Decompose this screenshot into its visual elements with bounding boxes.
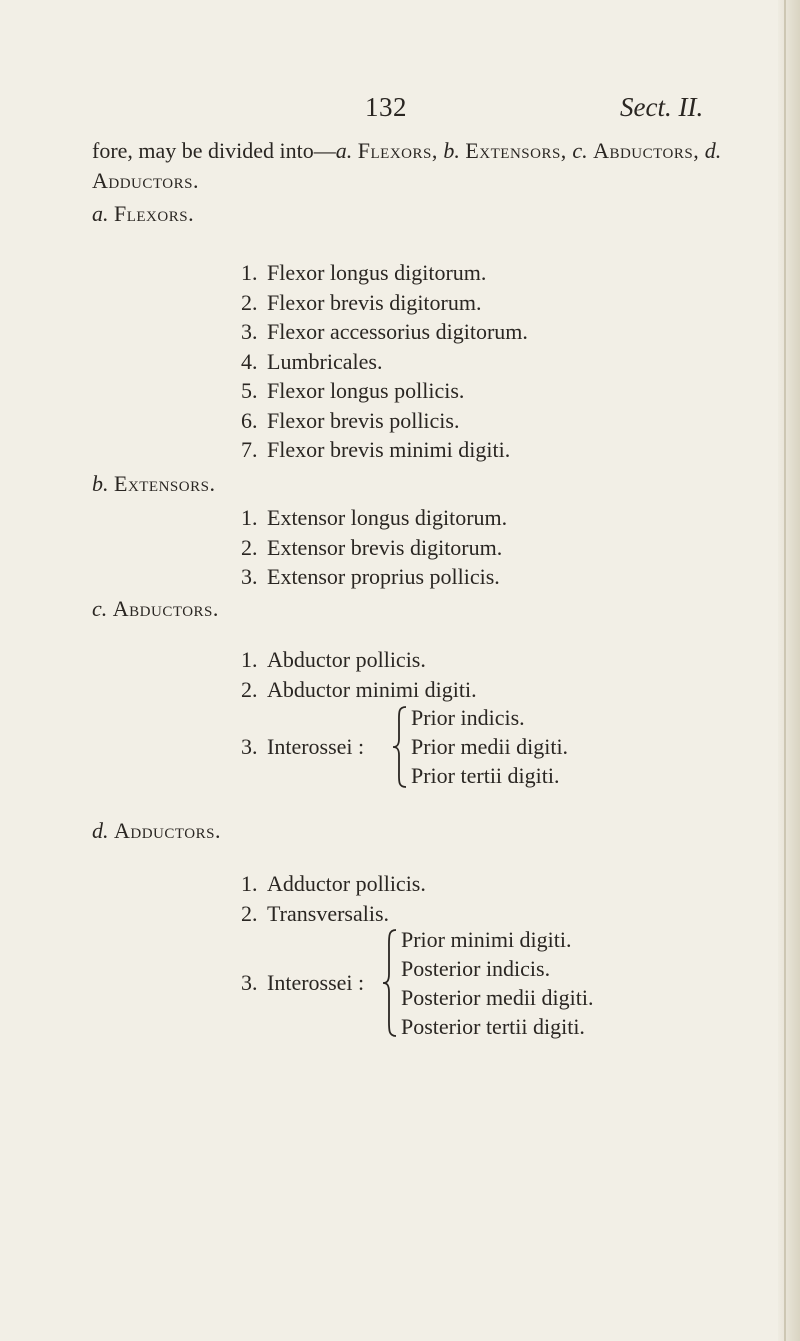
- interossei-list: [401, 925, 594, 1041]
- intro-c-letter: c.: [572, 138, 588, 163]
- section-heading-adductors: [92, 816, 221, 846]
- list-item: [241, 533, 507, 563]
- page-edge: [778, 0, 800, 1341]
- item-text: Flexor brevis digitorum.: [267, 289, 482, 315]
- running-head: Sect. II.: [620, 92, 704, 122]
- item-number: 1.: [241, 871, 258, 896]
- item-text: Flexor longus pollicis.: [267, 378, 465, 403]
- item-text: Abductor pollicis.: [267, 647, 426, 672]
- intro-paragraph: [92, 136, 772, 196]
- list-item: [241, 562, 507, 592]
- section-title: Adductors.: [114, 818, 221, 843]
- list-item: [241, 376, 528, 406]
- list-item: [241, 899, 426, 929]
- item-number: 3.: [241, 319, 258, 344]
- item-text: Transversalis.: [267, 900, 390, 926]
- section-letter: c.: [92, 596, 108, 621]
- item-number: 3.: [241, 564, 258, 589]
- item-number: 2.: [241, 900, 258, 926]
- intro-abductors: Abductors,: [593, 138, 700, 163]
- list-item: [241, 406, 528, 436]
- list-item: [241, 675, 477, 705]
- adductors-list: [241, 869, 426, 928]
- list-item: [241, 258, 528, 288]
- curly-brace-icon: [391, 705, 409, 789]
- item-number: 4.: [241, 348, 258, 374]
- item-number: 3.: [241, 734, 258, 759]
- item-number: 7.: [241, 437, 258, 462]
- interossei-label: [241, 968, 364, 997]
- item-text: Extensor longus digitorum.: [267, 505, 508, 530]
- abductors-interossei: [241, 703, 761, 793]
- section-letter: a.: [92, 201, 109, 226]
- section-letter: b.: [92, 471, 109, 496]
- interossei-label-text: Interossei :: [267, 970, 365, 995]
- section-heading-extensors: [92, 469, 215, 499]
- item-text: Abductor minimi digiti.: [267, 676, 477, 702]
- intro-adductors: Adductors.: [92, 168, 199, 193]
- section-heading-flexors: [92, 199, 194, 229]
- item-number: 1.: [241, 647, 258, 672]
- item-number: 3.: [241, 970, 258, 995]
- list-item: Posterior tertii digiti.: [401, 1014, 585, 1039]
- section-title: Flexors.: [114, 201, 195, 226]
- section-letter: d.: [92, 818, 109, 843]
- item-text: Adductor pollicis.: [267, 871, 426, 896]
- list-item: Posterior indicis.: [401, 956, 551, 981]
- item-text: Flexor brevis pollicis.: [267, 407, 460, 433]
- interossei-label: [241, 732, 364, 761]
- section-heading-abductors: [92, 594, 219, 624]
- interossei-label-text: Interossei :: [267, 734, 365, 759]
- intro-d-letter: d.: [704, 138, 722, 163]
- item-number: 2.: [241, 676, 258, 702]
- item-text: Flexor brevis minimi digiti.: [267, 437, 511, 462]
- intro-a-letter: a.: [335, 138, 353, 163]
- intro-b-letter: b.: [443, 138, 460, 163]
- list-item: Prior tertii digiti.: [411, 763, 560, 788]
- interossei-list: [411, 703, 568, 790]
- page-number: 132: [365, 92, 407, 122]
- abductors-list: [241, 645, 477, 704]
- item-text: Flexor longus digitorum.: [267, 260, 487, 285]
- item-number: 1.: [241, 260, 258, 285]
- list-item: [241, 503, 507, 533]
- item-number: 5.: [241, 378, 258, 403]
- intro-extensors: Extensors,: [465, 138, 567, 163]
- item-number: 2.: [241, 534, 258, 560]
- list-item: [241, 288, 528, 318]
- section-title: Extensors.: [114, 471, 216, 496]
- item-number: 6.: [241, 407, 258, 433]
- extensors-list: [241, 503, 507, 592]
- item-text: Extensor brevis digitorum.: [267, 534, 503, 560]
- list-item: Posterior medii digiti.: [401, 985, 594, 1010]
- list-item: Prior indicis.: [411, 705, 525, 730]
- intro-text: fore, may be divided into—: [92, 138, 336, 163]
- list-item: [241, 869, 426, 899]
- adductors-interossei: [241, 925, 781, 1041]
- list-item: [241, 317, 528, 347]
- list-item: Prior minimi digiti.: [401, 927, 572, 952]
- section-title: Abductors.: [112, 596, 219, 621]
- intro-flexors: Flexors,: [357, 138, 438, 163]
- list-item: [241, 435, 528, 465]
- page-crease: [784, 0, 786, 1341]
- list-item: [241, 645, 477, 675]
- page-header: [0, 92, 800, 122]
- list-item: Prior medii digiti.: [411, 734, 569, 759]
- item-text: Extensor proprius pollicis.: [267, 564, 500, 589]
- item-text: Lumbricales.: [267, 348, 383, 374]
- item-number: 2.: [241, 289, 258, 315]
- list-item: [241, 347, 528, 377]
- flexors-list: [241, 258, 528, 465]
- item-text: Flexor accessorius digitorum.: [267, 319, 528, 344]
- item-number: 1.: [241, 505, 258, 530]
- curly-brace-icon: [381, 928, 399, 1038]
